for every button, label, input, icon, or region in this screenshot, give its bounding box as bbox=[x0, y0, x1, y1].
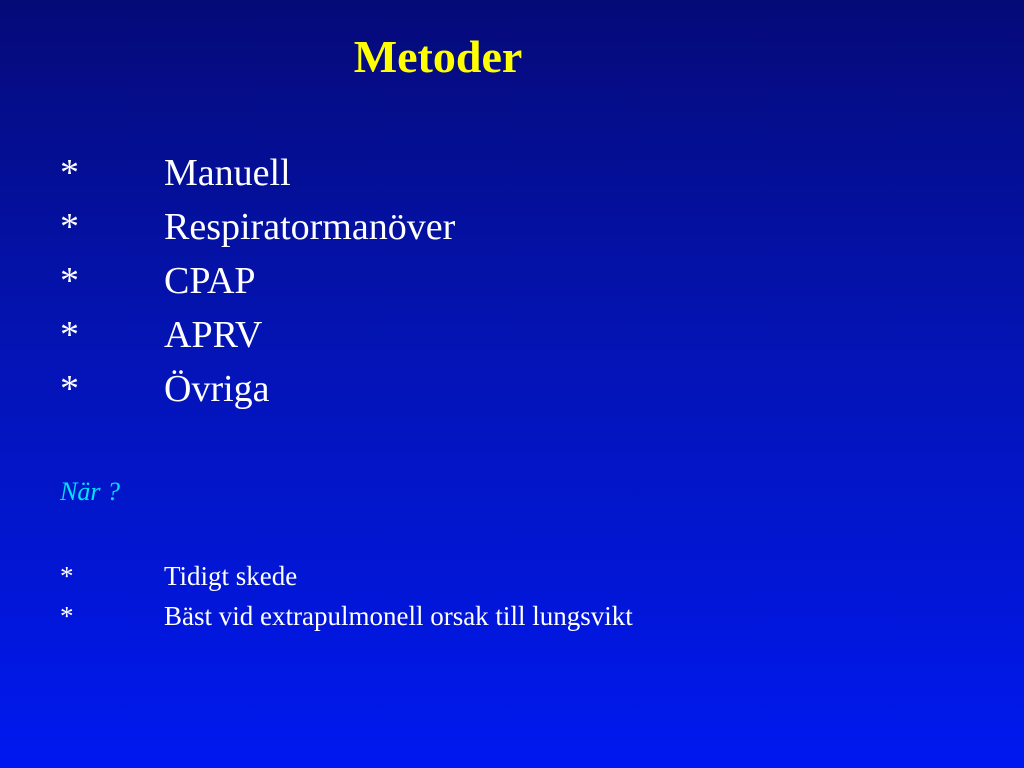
method-item-ovriga bbox=[60, 362, 455, 416]
bullet-asterisk: * bbox=[60, 561, 74, 591]
bullet-asterisk: * bbox=[60, 368, 79, 410]
method-label: Manuell bbox=[164, 152, 291, 194]
method-item-aprv bbox=[60, 308, 455, 362]
bullet-asterisk: * bbox=[60, 152, 79, 194]
bullet-asterisk: * bbox=[60, 314, 79, 356]
slide-title: Metoder bbox=[353, 31, 523, 82]
method-item-cpap bbox=[60, 254, 455, 308]
answer-label: Tidigt skede bbox=[164, 561, 298, 591]
answer-label: Bäst vid extrapulmonell orsak till lungsvikt bbox=[164, 601, 633, 631]
answers-list bbox=[60, 558, 633, 638]
when-question: När ? bbox=[60, 477, 120, 506]
method-label: CPAP bbox=[164, 260, 256, 302]
bullet-asterisk: * bbox=[60, 601, 74, 631]
method-item-manuell bbox=[60, 146, 455, 200]
method-item-respiratormanover bbox=[60, 200, 455, 254]
answer-item-bast-vid bbox=[60, 598, 633, 638]
bullet-asterisk: * bbox=[60, 206, 79, 248]
method-label: Övriga bbox=[164, 368, 270, 410]
answer-item-tidigt-skede bbox=[60, 558, 633, 598]
method-label: Respiratormanöver bbox=[164, 206, 456, 248]
method-label: APRV bbox=[164, 314, 263, 356]
methods-list bbox=[60, 146, 455, 416]
bullet-asterisk: * bbox=[60, 260, 79, 302]
